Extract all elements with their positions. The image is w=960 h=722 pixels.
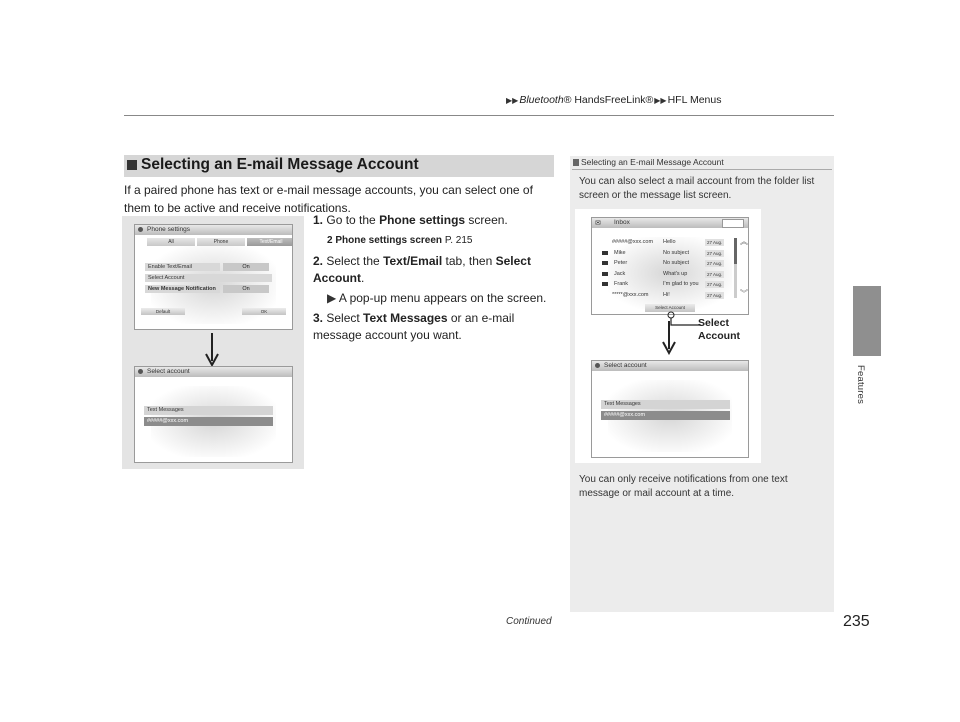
- screen-title: Select account: [604, 362, 647, 369]
- inbox-screen: [591, 217, 749, 315]
- list-item[interactable]: [592, 270, 732, 279]
- message-date: 27 Aug.: [707, 271, 723, 277]
- breadcrumb-menus: HFL Menus: [667, 94, 722, 106]
- message-subject: No subject: [663, 249, 689, 256]
- option-enable-text-email[interactable]: Enable Text/Email: [145, 263, 220, 271]
- screen-title: Inbox: [614, 219, 630, 226]
- bullet-icon: [138, 369, 143, 374]
- message-date: 27 Aug.: [707, 261, 723, 266]
- list-item[interactable]: [592, 259, 732, 268]
- list-item[interactable]: [592, 249, 732, 258]
- message-subject: No subject: [663, 260, 689, 266]
- screen-title: Select account: [147, 368, 190, 375]
- sidebar-rule: [572, 169, 832, 170]
- account-email[interactable]: #####@xxx.com: [144, 417, 273, 426]
- ok-button[interactable]: OK: [242, 308, 286, 315]
- message-sender: *****@xxx.com: [612, 291, 649, 298]
- cross-reference[interactable]: 2 Phone settings screen P. 215: [327, 235, 473, 246]
- reference-icon: 2: [327, 235, 333, 246]
- down-arrow-icon: [205, 333, 219, 367]
- step-2-result: ▶ A pop-up menu appears on the screen.: [327, 291, 547, 305]
- screen-title-bar: [135, 225, 292, 235]
- bullet-icon: [138, 227, 143, 232]
- note-icon: [573, 159, 579, 166]
- mail-icon: ✉: [595, 220, 601, 227]
- sidebar-text-2: You can only receive notifications from one text message or mail account at a time.: [579, 474, 788, 499]
- list-item[interactable]: [592, 280, 732, 289]
- default-button[interactable]: Default: [141, 308, 185, 315]
- intro-text: If a paired phone has text or e-mail message accounts, you can select one of them to be active and receive notifications.: [124, 183, 533, 215]
- select-account-button[interactable]: Select Account: [645, 304, 695, 312]
- message-sender: Jack: [614, 270, 626, 277]
- screen-title: Phone settings: [147, 226, 191, 233]
- triangle-icon: ▶▶: [506, 96, 519, 105]
- mail-icon: [602, 282, 608, 286]
- breadcrumb-bluetooth: Bluetooth: [519, 94, 564, 106]
- sidebar-title: Selecting an E-mail Message Account: [573, 157, 724, 167]
- tab-text-email[interactable]: Text/Email: [247, 238, 293, 246]
- message-sender: Mike: [614, 249, 626, 256]
- account-text-messages[interactable]: Text Messages: [601, 400, 730, 409]
- select-account-screen-2: [591, 360, 749, 458]
- continued-label: Continued: [506, 616, 552, 627]
- page-number: 235: [843, 613, 870, 630]
- mail-icon: [602, 251, 608, 255]
- mail-icon: [602, 272, 608, 276]
- message-sender: #####@xxx.com: [612, 239, 654, 245]
- breadcrumb-hfl: ® HandsFreeLink®: [563, 94, 654, 106]
- square-bullet-icon: [127, 160, 137, 170]
- step-3: 3. Select Text Messages or an e-mail message account you want.: [313, 311, 515, 342]
- step-2: 2. Select the Text/Email tab, then Select Account.: [313, 254, 531, 285]
- section-heading: [124, 155, 554, 177]
- message-date: 27 Aug.: [707, 240, 723, 245]
- message-subject: I'm glad to you: [663, 281, 699, 287]
- phone-settings-screen: [134, 224, 293, 330]
- screen-title-bar: [592, 361, 748, 371]
- steps-list: [313, 212, 558, 347]
- account-email[interactable]: #####@xxx.com: [601, 411, 730, 420]
- screenshot-panel: [122, 216, 304, 469]
- bullet-icon: [595, 363, 600, 368]
- down-arrow-icon: [662, 321, 676, 355]
- scrollbar[interactable]: [734, 238, 737, 298]
- tab-phone[interactable]: Phone: [197, 238, 245, 246]
- scroll-down-icon[interactable]: ︾: [740, 289, 748, 298]
- option-value: On: [223, 263, 269, 271]
- header-rule: [124, 115, 834, 116]
- option-value: On: [223, 285, 269, 293]
- scroll-up-icon[interactable]: ︽: [740, 237, 748, 246]
- account-text-messages[interactable]: Text Messages: [144, 406, 273, 415]
- message-sender: Frank: [614, 281, 629, 287]
- message-sender: Peter: [614, 260, 628, 266]
- message-subject: Hello: [663, 239, 676, 245]
- message-date: 27 Aug.: [707, 282, 723, 287]
- status-icons: [722, 219, 744, 228]
- chapter-label: Features: [855, 365, 866, 405]
- screen-title-bar: [592, 218, 748, 228]
- option-select-account[interactable]: Select Account: [145, 274, 272, 282]
- message-date: 27 Aug.: [707, 250, 723, 256]
- list-item[interactable]: [592, 238, 732, 247]
- chapter-tab: [853, 286, 881, 356]
- callout-select-account: Select Account: [698, 317, 740, 342]
- option-new-message-notification[interactable]: New Message Notification: [145, 285, 220, 293]
- list-item[interactable]: [592, 291, 732, 300]
- result-arrow-icon: ▶: [327, 291, 337, 305]
- triangle-icon: ▶▶: [654, 96, 667, 105]
- step-1: 1. Go to the Phone settings screen.: [313, 213, 508, 227]
- message-date: 27 Aug.: [707, 292, 723, 298]
- breadcrumb: [505, 94, 721, 106]
- select-account-screen: [134, 366, 293, 463]
- message-subject: What's up: [663, 270, 688, 277]
- section-title: Selecting an E-mail Message Account: [141, 156, 419, 173]
- screen-title-bar: [135, 367, 292, 377]
- sidebar-text-1: You can also select a mail account from the folder list screen or the message list screen.: [579, 176, 815, 201]
- mail-icon: [602, 261, 608, 265]
- message-subject: Hi!: [663, 291, 670, 298]
- tab-all[interactable]: All: [147, 238, 195, 246]
